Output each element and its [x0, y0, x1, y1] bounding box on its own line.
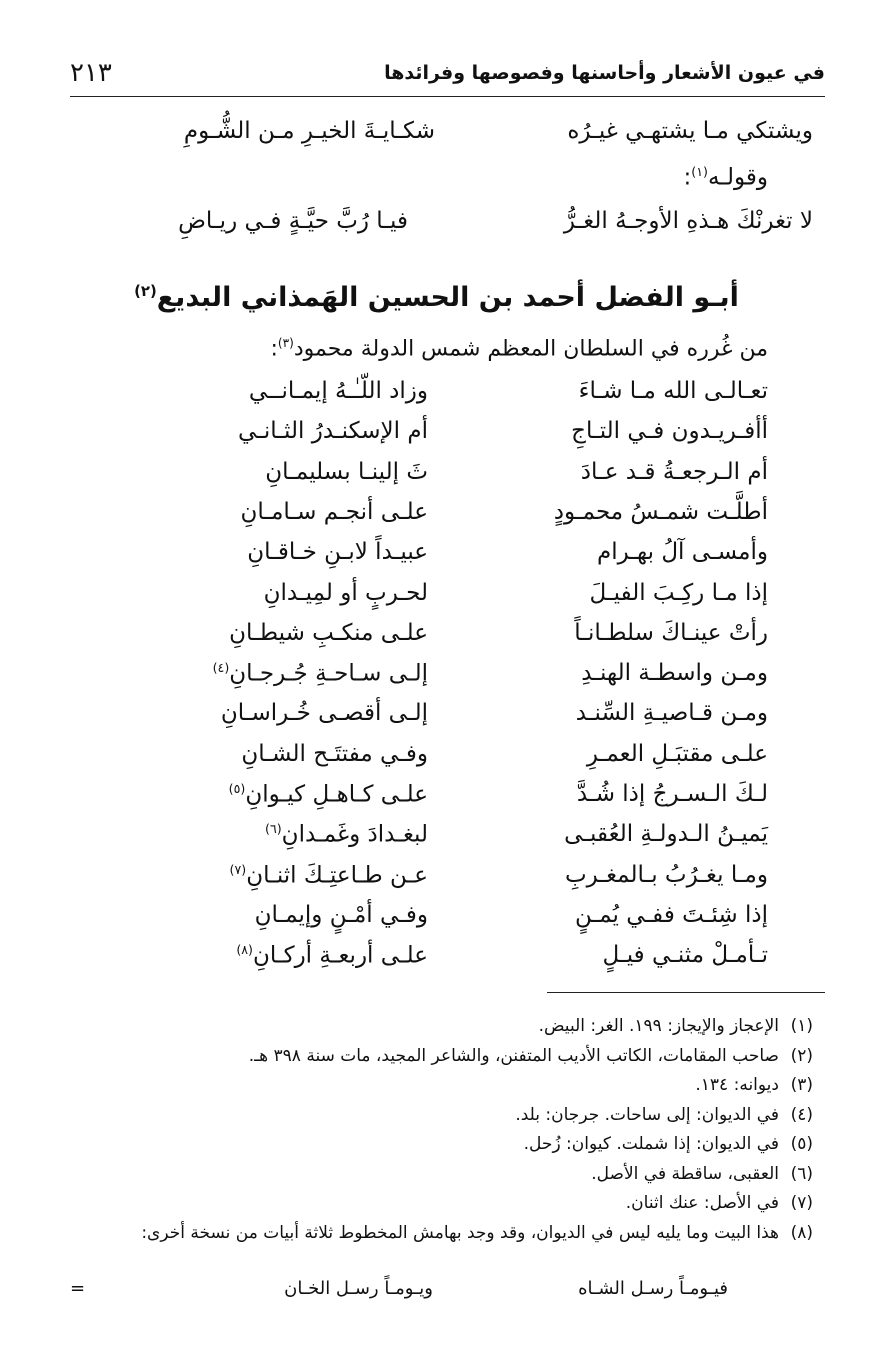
running-header [70, 58, 825, 92]
hemistich-left-text: علـى كـاهـلِ كيـوانِ [245, 781, 428, 808]
header-title: في عيون الأشعار وأحاسنها وفصوصها وفرائدها [384, 62, 825, 84]
footnote-number: (٤) [790, 1104, 813, 1125]
quote-intro [684, 164, 768, 191]
footnote [141, 1223, 813, 1243]
quote-intro-colon: : [683, 164, 692, 191]
hemistich-left [221, 700, 428, 726]
hemistich-right: وأمسـى آلُ بهـرام [596, 539, 768, 566]
hemistich-left-text: وزاد اللّـٰـهُ إيمـانــي [248, 378, 428, 404]
hemistich-left [265, 459, 428, 485]
footnote-number: (٥) [790, 1134, 813, 1154]
hemistich-left [240, 499, 428, 525]
footnote-text: صاحب المقامات، الكاتب الأديب المتفنن، والشاعر المجيد، مات سنة ٣٩٨ هـ. [248, 1045, 779, 1066]
hemistich-left [265, 821, 428, 848]
hemistich-left-text: علـى منكـبِ شيطـانِ [229, 619, 428, 646]
hemistich-right: ومـن قـاصيـةِ السِّنـد [575, 700, 768, 727]
hemistich-right: رأتْ عينـاكَ سلطـانـاً [574, 619, 768, 646]
hemistich-left-text: لبغـدادَ وغَمـدانِ [281, 821, 428, 848]
hemistich-left-text: وفـي أمْـنٍ وإيمـانِ [254, 901, 428, 928]
poem-verse-row [0, 902, 873, 942]
footnote-text: ديوانه: ١٣٤. [695, 1075, 779, 1095]
footnote [524, 1134, 813, 1154]
page-number: ٢١٣ [70, 58, 112, 88]
footnote [695, 1075, 813, 1095]
hemistich-right: تـأمـلْ مثنـي فيـلٍ [602, 942, 768, 969]
footnote-ref: (٤) [212, 660, 230, 676]
footnote-number: (٧) [790, 1193, 813, 1213]
hemistich-left-text: إلـى أقصـى خُـراسـانِ [220, 700, 428, 727]
footnote-text: الإعجاز والإيجاز: ١٩٩. الغر: البيض. [538, 1016, 779, 1036]
footnote-rule [547, 992, 825, 993]
footnote-text: هذا البيت وما يليه ليس في الديوان، وقد وجد بهامش المخطوط ثلاثة أبيات من نسخة أخرى: [141, 1222, 779, 1243]
poem-verse-row [0, 862, 873, 902]
hemistich-right: علـى مقتبَـلِ العمـرِ [586, 740, 768, 767]
hemistich-left [255, 902, 428, 928]
poem-verse-row [0, 741, 873, 781]
poem-intro-colon: : [270, 336, 278, 362]
footnote-verse-left: ويـومـاً رسـل الخـان [284, 1278, 433, 1299]
footnote [539, 1016, 813, 1036]
hemistich-left-text: ثَ إلينـا بسليمـانِ [265, 458, 428, 485]
hemistich-right: يَميـنُ الـدولـةِ العُقبـى [564, 821, 768, 848]
hemistich-right: لـكَ الـسـرجُ إذا شُـدَّ [576, 781, 768, 807]
hemistich-left [229, 781, 428, 808]
verse-row [0, 118, 873, 158]
hemistich-left-text: علـى أنجـم سـامـانِ [240, 498, 428, 525]
poem-verse-row [0, 580, 873, 620]
poem-verse-row [0, 660, 873, 700]
footnote [515, 1105, 813, 1125]
footnote-text: في الديوان: إلى ساحات. جرجان: بلد. [515, 1104, 779, 1125]
poem-verse-row [0, 942, 873, 982]
hemistich-left-text: لحـربٍ أو لمِيـدانِ [263, 579, 428, 606]
footnote-verse [0, 1278, 873, 1308]
poem-verse-row [0, 821, 873, 861]
hemistich-right: أأفـريـدون فـي التـاجِ [571, 418, 768, 445]
footnote-number: (١) [790, 1016, 813, 1036]
footnote-text: في الأصل: عنك اثنان. [625, 1193, 779, 1213]
footnote [591, 1164, 813, 1184]
poem-intro-text: من غُرره في السلطان المعظم شمس الدولة محمود [293, 336, 768, 362]
hemistich-left [247, 539, 428, 565]
hemistich-left-text: وفـي مفتتَـح الشـانِ [241, 740, 428, 767]
hemistich-left [229, 620, 428, 646]
footnote-number: (٣) [790, 1075, 813, 1095]
poem-verse-row [0, 499, 873, 539]
verse-row [0, 208, 873, 248]
hemistich-right: لا تغرنْكَ هـذهِ الأوجـهُ الغـرُّ [563, 208, 813, 234]
footnote-verse-right: فيـومـاً رسـل الشـاه [578, 1278, 728, 1299]
section-title-text: أبـو الفضل أحمد بن الحسين الهَمذاني البديع [156, 282, 739, 313]
poem-verse-row [0, 418, 873, 458]
poem-intro [270, 336, 768, 361]
footnote-text: العقبى، ساقطة في الأصل. [591, 1163, 779, 1184]
hemistich-left [238, 418, 428, 444]
hemistich-right: إذا مـا ركِـبَ الفيـلَ [589, 579, 768, 606]
section-title [0, 282, 873, 313]
footnote-ref: (١) [691, 164, 708, 179]
hemistich-right: ومـن واسطـة الهنـدِ [581, 660, 768, 687]
hemistich-left-text: علـى أربعـةِ أركـانِ [252, 942, 428, 969]
poem-verse-row [0, 781, 873, 821]
hemistich-right: إذا شِئـتَ ففـي يُمـنٍ [575, 901, 768, 928]
hemistich-left: شكـايـةَ الخيـرِ مـن الشُّـومِ [183, 118, 435, 144]
poem-verse-row [0, 539, 873, 579]
hemistich-left-text: عبيـداً لابـنِ خـاقـانِ [247, 539, 428, 566]
footnote-ref: (٥) [228, 781, 246, 796]
hemistich-left-text: إلـى سـاحـةِ جُـرجـانِ [229, 660, 428, 687]
footnote-ref: (٧) [229, 861, 247, 877]
footnote [249, 1046, 813, 1066]
header-rule [70, 96, 825, 97]
hemistich-left-text: عـن طـاعتِـكَ اثنـانِ [246, 862, 428, 889]
poem-verse-row [0, 620, 873, 660]
footnote-ref: (٣) [277, 336, 294, 350]
hemistich-right: أم الـرجعـةُ قـد عـادَ [580, 458, 768, 485]
footnote-number: (٦) [790, 1163, 813, 1184]
hemistich-left [249, 378, 428, 404]
hemistich-left [213, 660, 428, 687]
footnote-ref: (٨) [236, 942, 253, 958]
hemistich-left: فيـا رُبَّ حيَّـةٍ فـي ريـاضِ [178, 208, 408, 234]
hemistich-right: تعـالـى الله مـا شـاءَ [578, 378, 768, 404]
hemistich-right: أطلَّـت شمـسُ محمـودٍ [553, 498, 768, 525]
continuation-mark: = [70, 1278, 86, 1299]
hemistich-left [230, 862, 428, 889]
hemistich-left-text: أم الإسكنـدرُ الثـانـي [238, 418, 428, 445]
footnote [626, 1193, 813, 1213]
footnote-ref: (٦) [265, 821, 282, 837]
hemistich-right: ومـا يغـرُبُ بـالمغـربِ [564, 861, 768, 888]
hemistich-left [236, 942, 428, 969]
footnote-text: في الديوان: إذا شملت. كيوان: زُحل. [523, 1134, 779, 1154]
footnote-number: (٢) [790, 1045, 813, 1066]
footnote-number: (٨) [790, 1222, 813, 1243]
poem-verse-row [0, 459, 873, 499]
hemistich-left [241, 741, 428, 767]
hemistich-left [264, 580, 428, 606]
hemistich-right: ويشتكي مـا يشتهـي غيـرُه [567, 118, 813, 144]
poem-verse-row [0, 700, 873, 740]
quote-intro-text: وقولـه [707, 164, 768, 191]
poem-verse-row [0, 378, 873, 418]
footnote-ref: (٢) [134, 282, 157, 300]
